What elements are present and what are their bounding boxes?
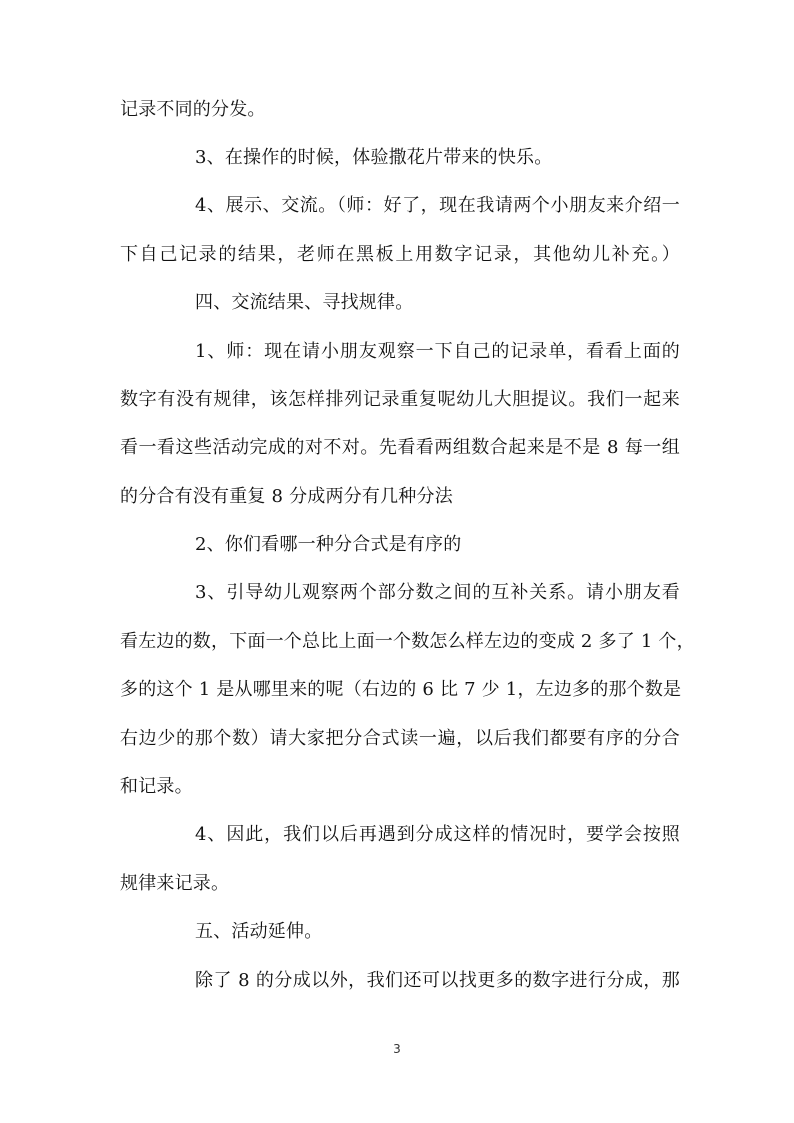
paragraph-line: 1、师：现在请小朋友观察一下自己的记录单，看看上面的 xyxy=(195,341,680,362)
paragraph-line: 右边少的那个数）请大家把分合式读一遍，以后我们都要有序的分合 xyxy=(120,728,680,749)
paragraph-line: 和记录。 xyxy=(120,776,193,797)
section-heading: 四、交流结果、寻找规律。 xyxy=(195,292,414,313)
paragraph-line: 4、因此，我们以后再遇到分成这样的情况时，要学会按照 xyxy=(195,824,680,845)
paragraph-line: 的分合有没有重复 8 分成两分有几种分法 xyxy=(120,486,453,507)
paragraph-line: 除了 8 的分成以外，我们还可以找更多的数字进行分成，那 xyxy=(195,970,680,991)
paragraph-line: 3、引导幼儿观察两个部分数之间的互补关系。请小朋友看 xyxy=(195,582,680,603)
paragraph-line: 3、在操作的时候，体验撒花片带来的快乐。 xyxy=(195,147,553,168)
paragraph-line: 数字有没有规律，该怎样排列记录重复呢幼儿大胆提议。我们一起来 xyxy=(120,389,680,410)
page-number: 3 xyxy=(393,1042,401,1056)
paragraph-line: 看一看这些活动完成的对不对。先看看两组数合起来是不是 8 每一组 xyxy=(120,437,680,458)
paragraph-line: 多的这个 1 是从哪里来的呢（右边的 6 比 7 少 1，左边多的那个数是 xyxy=(120,679,682,700)
paragraph-line: 下自己记录的结果，老师在黑板上用数字记录，其他幼儿补充。） xyxy=(120,244,680,265)
paragraph-line: 2、你们看哪一种分合式是有序的 xyxy=(195,534,462,555)
paragraph-line: 看左边的数，下面一个总比上面一个数怎么样左边的变成 2 多了 1 个， xyxy=(120,631,695,652)
paragraph-line: 规律来记录。 xyxy=(120,873,230,894)
paragraph-line: 记录不同的分发。 xyxy=(120,99,266,120)
section-heading: 五、活动延伸。 xyxy=(195,921,323,942)
paragraph-line: 4、展示、交流。（师：好了，现在我请两个小朋友来介绍一 xyxy=(195,195,680,216)
